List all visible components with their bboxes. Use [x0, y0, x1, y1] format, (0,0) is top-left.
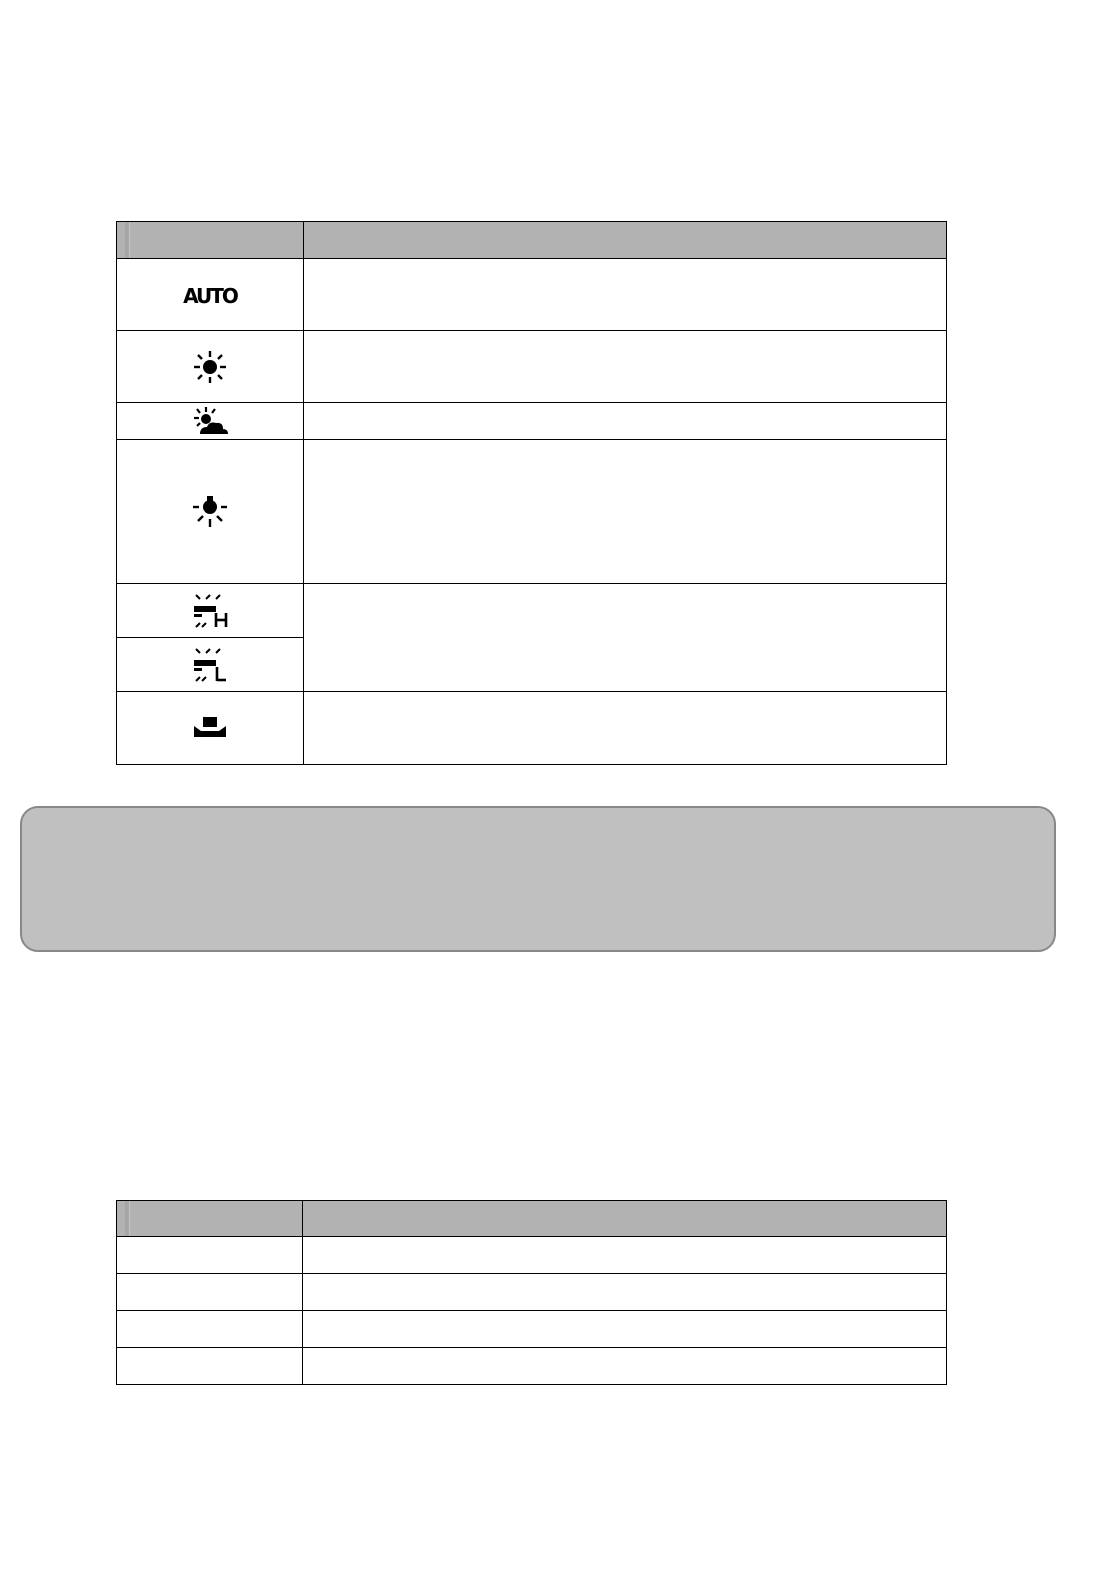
table-row [117, 584, 947, 638]
table-row [117, 1237, 947, 1274]
row-description [304, 403, 947, 440]
daylight-wb-cell [117, 331, 304, 403]
row-setting [117, 1274, 303, 1311]
settings-table [116, 1200, 947, 1385]
fluorescent-h-icon [190, 593, 230, 629]
header-setting [117, 222, 304, 259]
row-setting [117, 1311, 303, 1348]
row-setting [117, 1237, 303, 1274]
tungsten-wb-cell [117, 440, 304, 584]
table-row [117, 1348, 947, 1385]
cloudy-wb-cell [117, 403, 304, 440]
header-description [304, 222, 947, 259]
table-header-row [117, 1201, 947, 1237]
white-balance-table [116, 221, 947, 765]
svg-text:AUTO: AUTO [183, 283, 237, 308]
table-row [117, 259, 947, 331]
header-setting [117, 1201, 303, 1237]
row-description [304, 259, 947, 331]
row-description [303, 1237, 947, 1274]
custom-wb-icon [192, 715, 228, 741]
table-header-row [117, 222, 947, 259]
fluorescent-l-wb-cell [117, 638, 304, 692]
table-row [117, 692, 947, 765]
table-row [117, 1274, 947, 1311]
auto-wb-cell [117, 259, 304, 331]
row-description [303, 1274, 947, 1311]
row-description [304, 692, 947, 765]
row-description [304, 584, 947, 692]
table-row [117, 331, 947, 403]
row-setting [117, 1348, 303, 1385]
auto-text-icon [180, 281, 240, 309]
note-box [20, 806, 1056, 952]
row-description [303, 1311, 947, 1348]
custom-wb-cell [117, 692, 304, 765]
tungsten-bulb-icon [190, 492, 230, 532]
row-description [304, 440, 947, 584]
table-row [117, 1311, 947, 1348]
fluorescent-l-icon [190, 647, 230, 683]
cloudy-icon [190, 406, 230, 436]
sun-icon [192, 349, 228, 385]
header-description [303, 1201, 947, 1237]
table-row [117, 440, 947, 584]
row-description [304, 331, 947, 403]
fluorescent-h-wb-cell [117, 584, 304, 638]
table-row [117, 403, 947, 440]
row-description [303, 1348, 947, 1385]
